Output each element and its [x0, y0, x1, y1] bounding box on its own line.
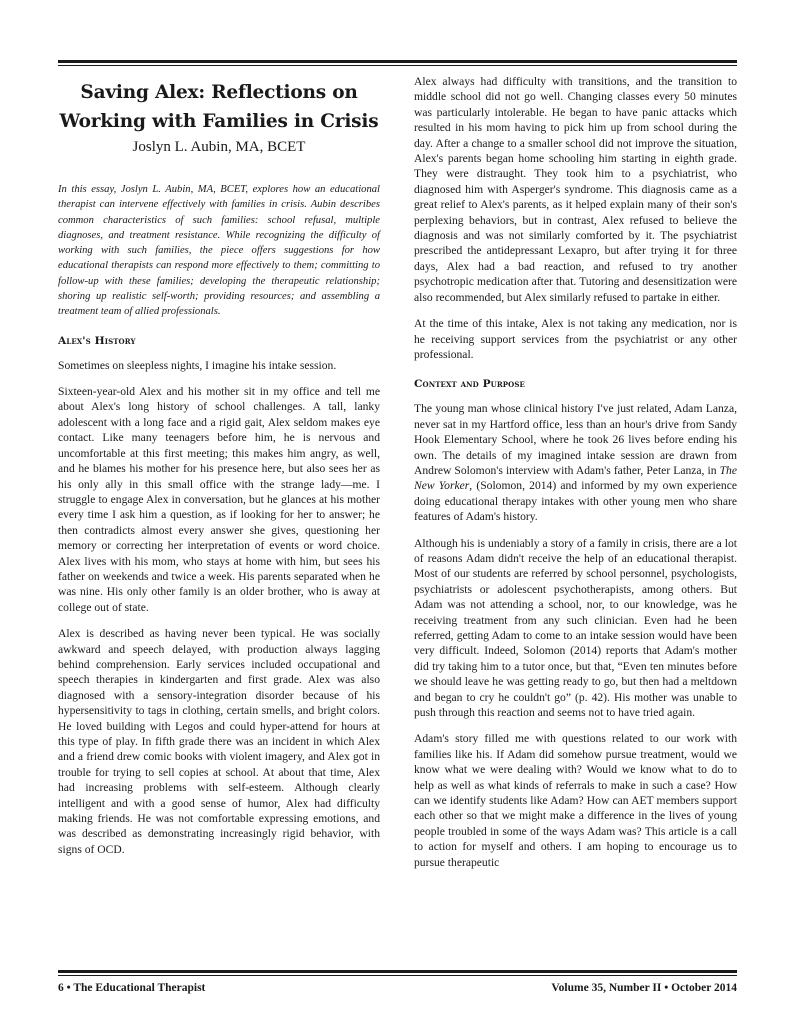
paragraph: Although his is undeniably a story of a family in crisis, there are a lot of reasons Adam didn't receive the help of an educational therapist. Most of our students are referred by school personnel, psychologists, psychiatrists or adolescent psychotherapists, among others. But Adam was not attending a school, nor, to our knowledge, was he receiving treatment from any such clinician. Even had he been referred, getting Adam to come to an intake session would have been very difficult. Indeed, Solomon (2014) reports that Adam's mother did try taking him to a tutor once, but that, “Even ten minutes before we should leave he was getting ready to go, but then had a meltdown and began to cry he couldn't go” (p. 42). His mother was unable to push through this reaction and seems not to have tried again. — [414, 536, 737, 720]
title-line-2: Working with Families in Crisis — [59, 111, 379, 132]
author-byline: Joslyn L. Aubin, MA, BCET — [132, 139, 306, 155]
title-line-1: Saving Alex: Reflections on — [80, 82, 358, 103]
left-column — [58, 74, 380, 857]
paragraph: Alex is described as having never been typical. He was socially awkward and speech delayed, with production always lagging behind comprehension. Early services included occupational and speech therapies in kindergarten and first grade. Alex was also diagnosed with a sensory-integration disorder because of his hypersensitivity to tags in clothing, certain smells, and bright colors. He loved building with Legos and could hyper-attend for hours at this type of play. In fifth grade there was an incident in which Alex and a friend drew comic books with violent imagery, and Alex got in trouble for trying to sell copies at school. At about that time, Alex had increasing problems with self-esteem. Although clearly intelligent and with a good sense of humor, Alex had difficulty making friends. He was not comfortable expressing emotions, and was described as demonstrating increasingly rigid behavior, with signs of OCD. — [58, 627, 380, 856]
right-column — [414, 74, 737, 870]
journal-title: The New Yorker — [414, 463, 737, 493]
paragraph: The young man whose clinical history I've just related, Adam Lanza, never sat in my Hartford office, less than an hour's drive from Sandy Hook Elementary School, where he took 26 lives before ending his own. The details of my imagined intake session are drawn from Andrew Solomon's interview with Adam's father, Peter Lanza, in The New Yorker, (Solomon, 2014) and informed by my own experience doing educational therapy intakes with other young men who share features of Adam's history. — [414, 402, 737, 524]
section-heading-history: Alex's History — [58, 334, 136, 347]
paragraph: Sixteen-year-old Alex and his mother sit in my office and tell me about Alex's long history of school challenges. A tall, lanky adolescent with a long face and a rigid gait, Alex seldom makes eye contact. Like many teenagers before him, he is nervous and uncomfortable at this first meeting; this makes him angry, as well, and he blames his mother for his presence here, but also sees her as his only ally in this small office with the strange lady—me. I struggle to engage Alex in conversation, but he glances at his mother every time I ask him a question, as if looking for her to answer; he then contradicts almost every answer she gives, questioning her memory or correcting her interpretation of events or word choice. Alex lives with his mom, who stays at home with him, but sees his father on weekends and twice a week. His parents separated when he was nine. His only other family is an older brother, who is away at college out of state. — [58, 385, 380, 614]
paragraph: Alex always had difficulty with transitions, and the transition to middle school did not go well. Changing classes every 50 minutes was particularly intolerable. He began to have panic attacks which resulted in his mom having to pick him up from school during the day. After a change to a smaller school did not improve the situation, Alex's parents began home schooling him starting in eighth grade. They were distraught. They took him to a psychiatrist, who diagnosed him with Asperger's syndrome. This diagnosis came as a great relief to Alex's parents, as it helped explain many of their son's perplexing behaviors, but in contrast, Alex refused to believe the diagnosis and was not similarly comforted by it. The psychiatrist prescribed the antidepressant Lexapro, but after trying it for three days, Alex had a bad reaction, and refused to try another psychotropic medication after that. Tutoring and desensitization were also recommended, but Alex similarly refused to partake in either. — [414, 75, 737, 304]
header-rule — [58, 60, 737, 66]
paragraph: Sometimes on sleepless nights, I imagine his intake session. — [58, 358, 337, 372]
section-heading-context: Context and Purpose — [414, 378, 525, 391]
abstract: In this essay, Joslyn L. Aubin, MA, BCET, explores how an educational therapist can intervene effectively with families in crisis. Aubin describes common characteristics of such families: school refusal, multiple diagnoses, and treatment resistance. While recognizing the difficulty of working with such families, the piece offers suggestions for how educational therapists can respond more effectively to them; committing to follow-up with these families; developing the therapeutic relationship; shoring up realistic self-worth; providing resources; and assembling a treatment team of allied professionals. — [58, 184, 380, 318]
article-title — [58, 78, 380, 136]
paragraph: Adam's story filled me with questions related to our work with families like his. If Adam did somehow pursue treatment, would we know what we were dealing with? Would we know what to do to help as well as what kinds of referrals to make in such a case? How can we identify students like Adam? How can AET members support each other so that we might make a difference in the lives of young people troubled in some of the ways Adam was? This article is a call to action for myself and others. I am hoping to encourage us to pursue therapeutic — [414, 732, 737, 869]
paragraph: At the time of this intake, Alex is not taking any medication, nor is he receiving support services from the psychiatrist or any other professional. — [414, 317, 737, 361]
footer-issue-info: Volume 35, Number II • October 2014 — [551, 982, 737, 994]
footer-page-info: 6 • The Educational Therapist — [58, 982, 206, 994]
footer-rule — [58, 970, 737, 976]
